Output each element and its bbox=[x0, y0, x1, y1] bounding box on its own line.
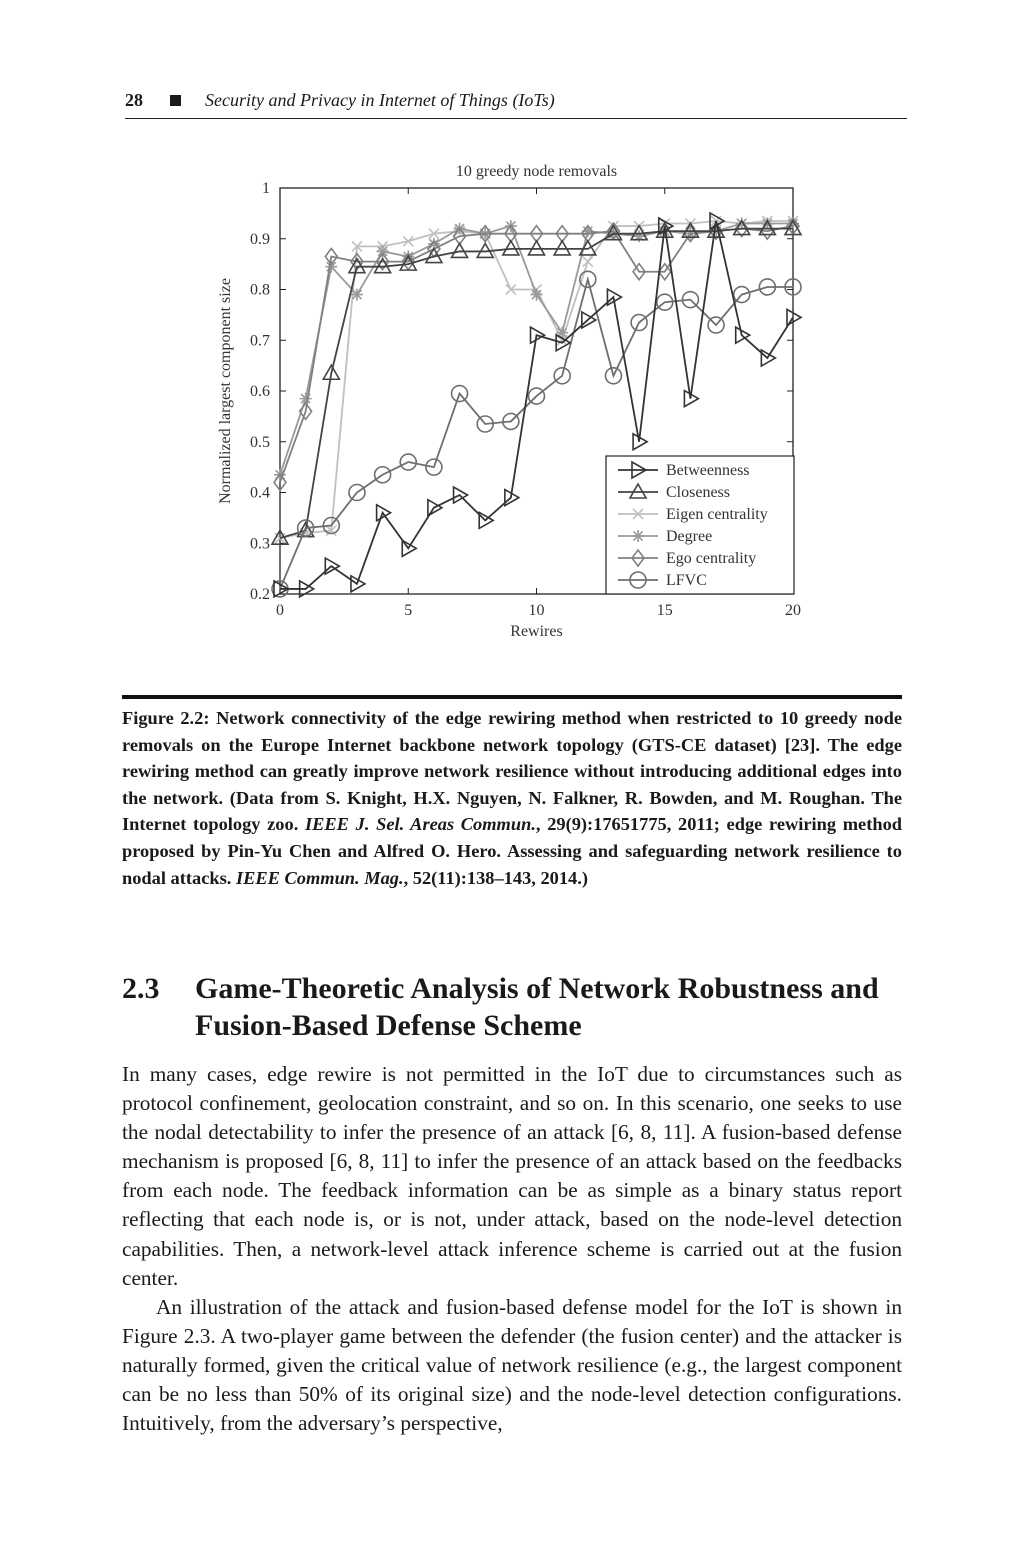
chart-title: 10 greedy node removals bbox=[455, 163, 618, 180]
series-line bbox=[280, 226, 793, 482]
caption-text-2: , 29(9):17651775, 2011; edge rewiring method proposed by Pin-Yu Chen and Alfred O. Hero. Assessing and safeguarding network resilience to nodal attacks. bbox=[122, 814, 902, 888]
y-axis-label: Normalized largest component size bbox=[217, 278, 234, 504]
legend-entry: Ego centrality bbox=[666, 550, 757, 567]
degree-point bbox=[632, 530, 644, 542]
legend-entry: LFVC bbox=[666, 572, 707, 589]
figure-rule bbox=[122, 695, 902, 699]
paragraph: An illustration of the attack and fusion-based defense model for the IoT is shown in Figure 2.3. A two-player game between the defender (the fusion center) and the attacker is naturally formed, given the critical value of network resilience (e.g., the largest component can be no less than 50% of its original size) and the node-level detection configurations. Intuitively, from the adversary’s perspective, bbox=[122, 1294, 902, 1436]
square-separator-icon bbox=[170, 95, 181, 106]
x-tick-label: 5 bbox=[404, 602, 413, 619]
y-tick-label: 0.2 bbox=[250, 586, 270, 603]
y-tick-label: 0.8 bbox=[250, 281, 270, 299]
degree-point bbox=[377, 245, 389, 257]
degree-point bbox=[531, 289, 543, 301]
degree-point bbox=[351, 289, 363, 301]
degree-point bbox=[556, 327, 568, 339]
y-tick-label: 0.7 bbox=[250, 332, 270, 350]
series-degree bbox=[274, 218, 799, 481]
legend-entry: Closeness bbox=[666, 484, 730, 501]
legend-entry: Betweenness bbox=[666, 462, 750, 479]
y-tick-label: 0.4 bbox=[250, 484, 270, 502]
y-tick-label: 0.5 bbox=[250, 433, 270, 451]
legend-entry: Degree bbox=[666, 528, 713, 545]
section-title: Game-Theoretic Analysis of Network Robustness and Fusion-Based Defense Scheme bbox=[195, 972, 879, 1042]
x-tick-label: 15 bbox=[656, 602, 673, 619]
eigen-centrality-point bbox=[583, 257, 593, 267]
caption-journal-2: IEEE Commun. Mag. bbox=[235, 867, 404, 888]
y-tick-label: 0.6 bbox=[250, 383, 270, 400]
caption-text-3: , 52(11):138–143, 2014.) bbox=[403, 867, 588, 888]
y-tick-label: 0.9 bbox=[250, 230, 270, 248]
figure-2-2-chart bbox=[210, 158, 810, 648]
x-tick-label: 10 bbox=[528, 602, 545, 619]
running-header bbox=[125, 88, 907, 119]
running-title: Security and Privacy in Internet of Things (IoTs) bbox=[205, 90, 555, 110]
paragraph: In many cases, edge rewire is not permitted in the IoT due to circumstances such as protocol confinement, geolocation constraint, and so on. In this scenario, one seeks to use the nodal detectability to infer the presence of an attack [6, 8, 11]. A fusion-based defense mechanism is proposed [6, 8, 11] to infer the presence of an attack based on the feedbacks from each node. The feedback information can be as simple as a binary status report reflecting that each node is, or is not, under attack, based on the node-level detection capabilities. Then, a network-level attack inference scheme is carried out at the fusion center. bbox=[122, 1062, 902, 1290]
figure-caption bbox=[122, 705, 902, 891]
caption-journal-1: IEEE J. Sel. Areas Commun. bbox=[304, 814, 536, 835]
section-heading bbox=[122, 970, 906, 1044]
x-axis-label: Rewires bbox=[510, 623, 563, 640]
degree-point bbox=[325, 261, 337, 273]
y-tick-label: 0.3 bbox=[250, 535, 270, 553]
page-number: 28 bbox=[125, 90, 143, 110]
x-tick-label: 0 bbox=[276, 602, 284, 619]
y-tick-label: 1 bbox=[262, 180, 270, 197]
series-ego-centrality bbox=[274, 218, 799, 490]
section-number: 2.3 bbox=[122, 972, 160, 1005]
x-tick-label: 20 bbox=[785, 602, 801, 619]
line-chart bbox=[210, 158, 810, 648]
body-text bbox=[122, 1060, 902, 1438]
legend-entry: Eigen centrality bbox=[666, 506, 768, 523]
betweenness-point bbox=[351, 576, 365, 592]
caption-text-1: Figure 2.2: Network connectivity of the edge rewiring method when restricted to 10 greedy node removals on the Europe Internet backbone network topology (GTS-CE dataset) [23]. The edge rewiring method can greatly improve network resilience without introducing additional edges into the network. (Data from S. Knight, H.X. Nguyen, N. Falkner, R. Bowden, and M. Roughan. The Internet topology zoo. bbox=[122, 708, 902, 835]
